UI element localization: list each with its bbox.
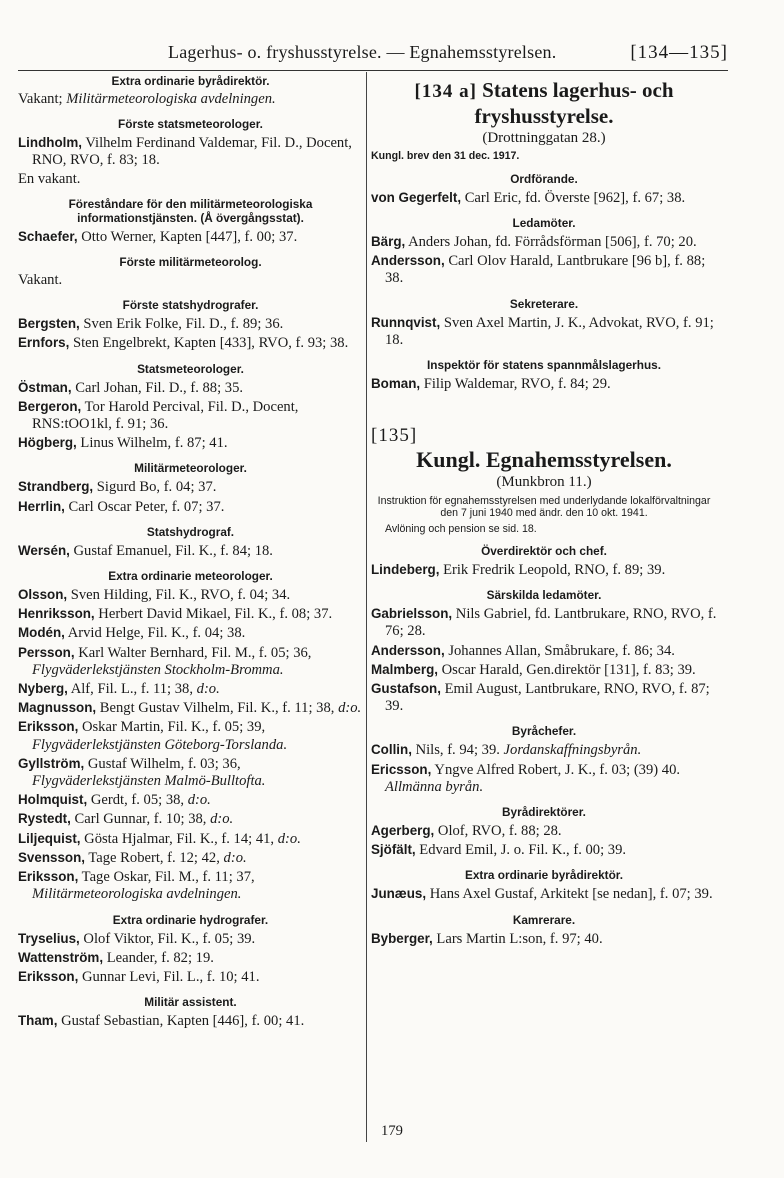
person-details: Alf, Fil. L., f. 11; 38, bbox=[67, 681, 197, 698]
person-entry bbox=[371, 314, 717, 349]
person-surname: Boman, bbox=[371, 375, 421, 391]
person-surname: Tryselius, bbox=[18, 930, 80, 946]
assignment-place: Flygväderlekstjänsten Stockholm-Bromma. bbox=[32, 661, 284, 678]
assignment-place: d:o. bbox=[223, 849, 247, 866]
left-column bbox=[18, 72, 363, 1031]
assignment-place: Flygväderlekstjänsten Malmö-Bulltofta. bbox=[32, 773, 266, 790]
person-entry bbox=[18, 379, 363, 397]
person-entry bbox=[371, 680, 717, 715]
office-number: [134 a] bbox=[414, 81, 477, 102]
person-details: Carl Johan, Fil. D., f. 88; 35. bbox=[71, 379, 244, 396]
person-details: Anders Johan, fd. Förrådsförman [506], f. 70; 20. bbox=[405, 233, 697, 250]
section-heading: Militär assistent. bbox=[144, 995, 237, 1010]
office-address: (Drottninggatan 28.) bbox=[482, 130, 606, 146]
person-details: Nils, f. 94; 39. bbox=[411, 742, 504, 759]
person-details: Sigurd Bo, f. 04; 37. bbox=[93, 479, 217, 496]
instruction-note: Instruktion för egnahemsstyrelsen med underlydande lokalförvaltningar den 7 juni 1940 med ändr. den 10 okt. 1941. bbox=[377, 494, 711, 520]
person-surname: Eriksson, bbox=[18, 869, 79, 885]
person-entry bbox=[18, 398, 363, 433]
person-details: Tor Harold Percival, Fil. D., Docent, RNS:tOO1kl, f. 91; 36. bbox=[32, 398, 299, 433]
assignment-place: Flygväderlekstjänsten Göteborg-Torslanda. bbox=[32, 736, 288, 753]
person-entry bbox=[18, 849, 363, 867]
person-details: Sven Axel Martin, J. K., Advokat, RVO, f. 91; 18. bbox=[385, 314, 714, 348]
office-sections-egnahem bbox=[371, 544, 717, 948]
person-entry bbox=[18, 644, 363, 679]
person-surname: Högberg, bbox=[18, 435, 77, 451]
office-sections-lagerhus bbox=[371, 172, 717, 393]
person-details: Gustaf Emanuel, Fil. K., f. 84; 18. bbox=[69, 542, 273, 559]
person-entry bbox=[18, 586, 363, 604]
person-surname: Byberger, bbox=[371, 930, 433, 946]
person-details: Olof, RVO, f. 88; 28. bbox=[434, 823, 562, 840]
vacancy-entry bbox=[18, 91, 363, 108]
person-entry bbox=[18, 1012, 363, 1030]
person-surname: von Gegerfelt, bbox=[371, 189, 462, 205]
person-entry bbox=[18, 605, 363, 623]
office-title: Statens lagerhus- och fryshusstyrelse. bbox=[474, 78, 674, 128]
person-entry bbox=[18, 434, 363, 452]
person-entry bbox=[18, 868, 363, 903]
person-details: Sten Engelbrekt, Kapten [433], RVO, f. 93; 38. bbox=[69, 335, 349, 352]
person-details: Gerdt, f. 05; 38, bbox=[87, 792, 188, 809]
person-details: Sven Erik Folke, Fil. D., f. 89; 36. bbox=[79, 316, 284, 333]
person-details: Oscar Harald, Gen.direktör [131], f. 83; 39. bbox=[437, 661, 696, 678]
person-entry bbox=[371, 930, 717, 948]
assignment-place: d:o. bbox=[338, 700, 362, 717]
person-surname: Östman, bbox=[18, 379, 72, 395]
person-details: Johannes Allan, Småbrukare, f. 86; 34. bbox=[444, 642, 675, 659]
section-heading: Ledamöter. bbox=[512, 215, 576, 230]
person-surname: Malmberg, bbox=[371, 661, 438, 677]
person-entry bbox=[371, 841, 717, 859]
assignment-place: d:o. bbox=[187, 792, 211, 809]
person-details: Hans Axel Gustaf, Arkitekt [se nedan], f. 07; 39. bbox=[426, 886, 713, 903]
person-surname: Gustafson, bbox=[371, 681, 441, 697]
person-details: Arvid Helge, Fil. K., f. 04; 38. bbox=[64, 625, 246, 642]
person-surname: Gyllström, bbox=[18, 755, 85, 771]
assignment-place: Jordanskaffningsbyrån. bbox=[503, 742, 642, 759]
person-surname: Modén, bbox=[18, 625, 65, 641]
person-surname: Gabrielsson, bbox=[371, 606, 453, 622]
section-heading: Extra ordinarie hydrografer. bbox=[112, 912, 269, 927]
person-entry bbox=[18, 810, 363, 828]
section-heading: Byråchefer. bbox=[511, 724, 577, 739]
assignment-place: Militärmeteorologiska avdelningen. bbox=[66, 91, 276, 107]
section-heading: Statsmeteorologer. bbox=[137, 361, 244, 376]
person-surname: Junæus, bbox=[371, 886, 427, 902]
person-surname: Schaefer, bbox=[18, 228, 78, 244]
section-heading: Inspektör för statens spannmålslagerhus. bbox=[426, 357, 662, 372]
person-entry bbox=[371, 761, 717, 796]
person-entry bbox=[18, 228, 363, 246]
person-surname: Rystedt, bbox=[18, 811, 71, 827]
person-entry bbox=[18, 334, 363, 352]
person-entry bbox=[371, 605, 717, 640]
person-surname: Holmquist, bbox=[18, 792, 88, 808]
right-column bbox=[371, 72, 717, 949]
section-heading: Förste statshydrografer. bbox=[122, 298, 259, 313]
person-details: Carl Gunnar, f. 10; 38, bbox=[70, 811, 211, 828]
person-details: Filip Waldemar, RVO, f. 84; 29. bbox=[420, 375, 611, 392]
person-surname: Strandberg, bbox=[18, 479, 94, 495]
person-surname: Andersson, bbox=[371, 642, 445, 658]
person-entry bbox=[18, 755, 363, 790]
office-address: (Munkbron 11.) bbox=[496, 474, 592, 491]
person-surname: Olsson, bbox=[18, 587, 68, 603]
person-surname: Henriksson, bbox=[18, 606, 95, 622]
royal-decree-note: Kungl. brev den 31 dec. 1917. bbox=[371, 150, 520, 163]
person-details: Yngve Alfred Robert, J. K., f. 03; (39) 40. bbox=[431, 761, 681, 778]
vacancy-entry bbox=[18, 272, 363, 289]
person-entry bbox=[18, 949, 363, 967]
assignment-place: d:o. bbox=[210, 811, 234, 828]
person-entry bbox=[18, 498, 363, 516]
person-surname: Persson, bbox=[18, 644, 75, 660]
person-surname: Bergeron, bbox=[18, 398, 82, 414]
person-surname: Nyberg, bbox=[18, 681, 68, 697]
person-entry bbox=[18, 791, 363, 809]
running-header bbox=[18, 40, 728, 71]
person-details: Carl Oscar Peter, f. 07; 37. bbox=[64, 498, 225, 515]
person-details: Edvard Emil, J. o. Fil. K., f. 00; 39. bbox=[415, 842, 627, 859]
person-surname: Lindholm, bbox=[18, 135, 82, 151]
person-entry bbox=[18, 478, 363, 496]
person-entry bbox=[18, 699, 363, 717]
person-details: Erik Fredrik Leopold, RNO, f. 89; 39. bbox=[439, 562, 666, 579]
page-range: [134—135] bbox=[630, 42, 728, 63]
person-entry bbox=[18, 315, 363, 333]
person-entry bbox=[18, 830, 363, 848]
section-heading: Byrådirektörer. bbox=[502, 805, 586, 820]
person-details: Emil August, Lantbrukare, RNO, RVO, f. 87; 39. bbox=[385, 681, 710, 715]
section-heading: Militärmeteorologer. bbox=[134, 461, 247, 476]
person-surname: Wersén, bbox=[18, 542, 70, 558]
person-details: Linus Wilhelm, f. 87; 41. bbox=[76, 435, 228, 452]
office-title: Kungl. Egnahemsstyrelsen. bbox=[416, 447, 672, 473]
office-heading-lagerhus bbox=[371, 78, 717, 128]
person-entry bbox=[18, 134, 363, 169]
person-surname: Agerberg, bbox=[371, 823, 435, 839]
office-number: [135] bbox=[371, 425, 418, 447]
section-heading: Överdirektör och chef. bbox=[481, 544, 607, 559]
person-details: Karl Walter Bernhard, Fil. M., f. 05; 36, bbox=[74, 644, 312, 661]
assignment-place: Militärmeteorologiska avdelningen. bbox=[32, 886, 242, 903]
person-details: Bengt Gustav Vilhelm, Fil. K., f. 11; 38, bbox=[96, 700, 339, 717]
section-heading: Föreståndare för den militärmeteorologiska informationstjänsten. (Å övergångsstat). bbox=[68, 196, 313, 225]
person-entry bbox=[371, 822, 717, 840]
person-entry bbox=[18, 680, 363, 698]
person-details: Sven Hilding, Fil. K., RVO, f. 04; 34. bbox=[67, 587, 291, 604]
person-surname: Liljequist, bbox=[18, 830, 81, 846]
person-details: Gustaf Wilhelm, f. 03; 36, bbox=[84, 755, 241, 772]
person-surname: Wattenström, bbox=[18, 949, 104, 965]
person-entry bbox=[371, 233, 717, 251]
person-details: Lars Martin L:son, f. 97; 40. bbox=[432, 930, 603, 947]
person-surname: Eriksson, bbox=[18, 719, 79, 735]
section-heading: Särskilda ledamöter. bbox=[486, 588, 602, 603]
person-surname: Ernfors, bbox=[18, 335, 70, 351]
assignment-place: Allmänna byrån. bbox=[385, 778, 484, 795]
assignment-place: d:o. bbox=[277, 830, 301, 847]
person-surname: Sjöfält, bbox=[371, 842, 416, 858]
person-details: Tage Robert, f. 12; 42, bbox=[84, 849, 224, 866]
person-surname: Svensson, bbox=[18, 849, 85, 865]
person-details: Otto Werner, Kapten [447], f. 00; 37. bbox=[77, 228, 298, 245]
person-surname: Runnqvist, bbox=[371, 314, 441, 330]
vacancy-text: Vakant; bbox=[18, 91, 67, 107]
person-details: Tage Oskar, Fil. M., f. 11; 37, bbox=[78, 869, 255, 886]
person-surname: Magnusson, bbox=[18, 700, 97, 716]
person-entry bbox=[371, 375, 717, 393]
person-entry bbox=[18, 542, 363, 560]
person-details: Gösta Hjalmar, Fil. K., f. 14; 41, bbox=[80, 830, 278, 847]
person-surname: Herrlin, bbox=[18, 498, 65, 514]
section-heading: Statshydrograf. bbox=[146, 524, 235, 539]
person-entry bbox=[371, 885, 717, 903]
person-details: Gustaf Sebastian, Kapten [446], f. 00; 41. bbox=[57, 1013, 305, 1030]
person-details: Leander, f. 82; 19. bbox=[103, 949, 214, 966]
vacancy-text: Vakant. bbox=[18, 272, 63, 289]
person-details: Gunnar Levi, Fil. L., f. 10; 41. bbox=[78, 968, 260, 985]
person-surname: Eriksson, bbox=[18, 968, 79, 984]
person-details: Carl Eric, fd. Överste [962], f. 67; 38. bbox=[461, 189, 686, 206]
section-heading: Sekreterare. bbox=[509, 296, 579, 311]
section-heading: Förste statsmeteorologer. bbox=[118, 117, 263, 132]
person-entry bbox=[18, 930, 363, 948]
person-surname: Bergsten, bbox=[18, 316, 80, 332]
section-heading: Extra ordinarie meteorologer. bbox=[108, 569, 273, 584]
salary-note: Avlöning och pension se sid. 18. bbox=[385, 522, 537, 535]
person-entry bbox=[18, 624, 363, 642]
person-entry bbox=[371, 661, 717, 679]
person-surname: Ericsson, bbox=[371, 761, 432, 777]
running-title: Lagerhus- o. fryshusstyrelse. — Egnahemsstyrelsen. bbox=[168, 42, 557, 62]
section-heading: Ordförande. bbox=[510, 171, 578, 186]
assignment-place: d:o. bbox=[196, 681, 220, 698]
column-divider bbox=[366, 72, 367, 1142]
person-entry bbox=[18, 968, 363, 986]
person-details: Olof Viktor, Fil. K., f. 05; 39. bbox=[79, 930, 256, 947]
person-surname: Tham, bbox=[18, 1013, 58, 1029]
person-surname: Lindeberg, bbox=[371, 562, 440, 578]
office-heading-egnahem bbox=[371, 427, 717, 472]
person-entry bbox=[371, 189, 717, 207]
person-surname: Bärg, bbox=[371, 233, 406, 249]
section-heading: Kamrerare. bbox=[512, 912, 576, 927]
person-surname: Collin, bbox=[371, 742, 412, 758]
page-number: 179 bbox=[381, 1123, 403, 1139]
person-entry bbox=[18, 718, 363, 753]
person-details: Carl Olov Harald, Lantbrukare [96 b], f. 88; 38. bbox=[385, 253, 706, 287]
person-details: Oskar Martin, Fil. K., f. 05; 39, bbox=[78, 719, 266, 736]
person-details: Vilhelm Ferdinand Valdemar, Fil. D., Docent, RNO, RVO, f. 83; 18. bbox=[32, 135, 352, 169]
section-heading: Extra ordinarie byrådirektör. bbox=[464, 868, 623, 883]
person-entry bbox=[371, 561, 717, 579]
person-surname: Andersson, bbox=[371, 253, 445, 269]
section-heading: Extra ordinarie byrådirektör. bbox=[111, 74, 270, 88]
person-details: Nils Gabriel, fd. Lantbrukare, RNO, RVO, f. 76; 28. bbox=[385, 606, 717, 640]
person-entry bbox=[371, 642, 717, 660]
person-entry bbox=[371, 741, 717, 759]
person-entry bbox=[371, 252, 717, 287]
vacancy-entry bbox=[18, 171, 363, 188]
person-details: Herbert David Mikael, Fil. K., f. 08; 37. bbox=[94, 606, 333, 623]
vacancy-text: En vakant. bbox=[18, 170, 81, 187]
section-heading: Förste militärmeteorolog. bbox=[119, 255, 262, 270]
